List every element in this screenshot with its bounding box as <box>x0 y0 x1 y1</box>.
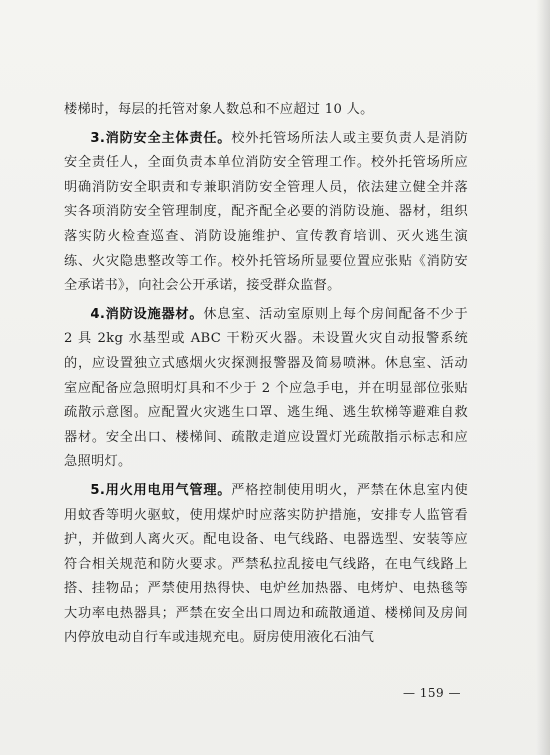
section-3-body: 校外托管场所法人或主要负责人是消防安全责任人，全面负责本单位消防安全管理工作。校外托管场所应明确消防安全职责和专兼职消防安全管理人员，依法建立健全并落实各项消防安全管理制度，配齐配全必要的消防设施、器材，组织落实防火检查巡查、消防设施维护、宣传教育培训、灭火逃生演练、火灾隐患整改等工作。校外托管场所显要位置应张贴《消防安全承诺书》，向社会公开承诺，接受群众监督。 <box>64 130 468 294</box>
binding-shadow <box>536 0 550 755</box>
section-4-paragraph <box>64 303 468 475</box>
continued-paragraph-text: 楼梯时，每层的托管对象人数总和不应超过 10 人。 <box>64 102 374 117</box>
page-number: — 159 — <box>402 686 462 700</box>
section-4-heading: 4.消防设施器材。 <box>90 306 204 322</box>
section-3-paragraph <box>64 127 468 299</box>
section-3-heading: 3.消防安全主体责任。 <box>90 130 232 146</box>
section-5-paragraph <box>64 479 468 651</box>
section-4-body: 休息室、活动室原则上每个房间配备不少于 2 具 2kg 水基型或 ABC 干粉灭火器。未设置火灾自动报警系统的，应设置独立式感烟火灾探测报警器及简易喷淋。休息室、活动室应配备应急照明灯具和不少于 2 个应急手电，并在明显部位张贴疏散示意图。应配置火灾逃生口罩、逃生绳、逃生软梯等避难自救器材。安全出口、楼梯间、疏散走道应设置灯光疏散指示标志和应急照明灯。 <box>64 306 468 470</box>
section-5-body: 严格控制使用明火，严禁在休息室内使用蚊香等明火驱蚊，使用煤炉时应落实防护措施，安排专人监管看护，并做到人离火灭。配电设备、电气线路、电器选型、安装等应符合相关规范和防火要求。严禁私拉乱接电气线路，在电气线路上搭、挂物品；严禁使用热得快、电炉丝加热器、电烤炉、电热毯等大功率电热器具；严禁在安全出口周边和疏散通道、楼梯间及房间内停放电动自行车或违规充电。厨房使用液化石油气 <box>64 482 468 646</box>
section-5-heading: 5.用火用电用气管理。 <box>90 482 232 498</box>
continued-paragraph <box>64 98 468 123</box>
page-content <box>64 98 468 651</box>
